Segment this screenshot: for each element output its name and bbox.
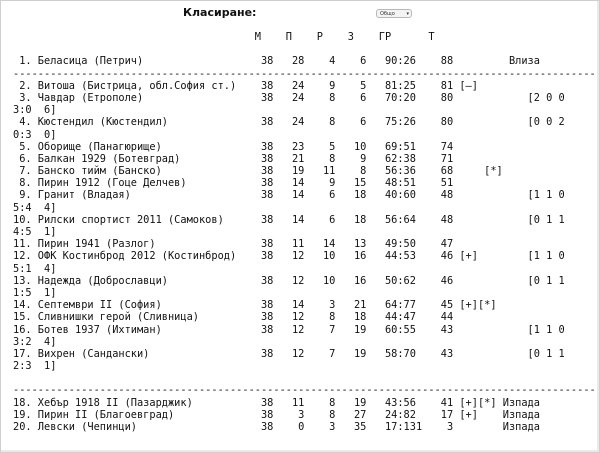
table-row: 6. Балкан 1929 (Ботевград) 38 21 8 9 62:38 71 bbox=[13, 152, 454, 165]
table-row: 16. Ботев 1937 (Ихтиман) 38 12 7 19 60:55 43 [1 1 0 bbox=[13, 323, 565, 336]
table-row: 4:5 1] bbox=[13, 226, 57, 238]
table-row: 11. Пирин 1941 (Разлог) 38 11 14 13 49:50 47 bbox=[13, 238, 454, 251]
table-row: 4. Кюстендил (Кюстендил) 38 24 8 6 75:26 80 [0 0 2 bbox=[13, 116, 565, 129]
table-row: 1. Беласица (Петрич) 38 28 4 6 90:26 88 Влиза bbox=[13, 55, 540, 68]
table-row: 17. Вихрен (Сандански) 38 12 7 19 58:70 43 [0 1 1 bbox=[13, 347, 565, 360]
table-row bbox=[13, 372, 596, 384]
table-row: 7. Банско тийм (Банско) 38 19 11 8 56:36 68 [*] bbox=[13, 165, 503, 178]
table-row: 5. Оборище (Панагюрище) 38 23 5 10 69:51 74 bbox=[13, 140, 454, 153]
table-row: 5:4 4] bbox=[13, 201, 57, 214]
table-row: 10. Рилски спортист 2011 (Самоков) 38 14 6 18 56:64 48 [0 1 1 bbox=[13, 213, 565, 226]
view-select-value: Общо bbox=[380, 11, 395, 17]
table-row: 3. Чавдар (Етрополе) 38 24 8 6 70:20 80 [2 0 0 bbox=[13, 91, 565, 104]
table-row bbox=[13, 43, 596, 55]
table-row: 19. Пирин II (Благоевград) 38 3 8 27 24:82 17 [+] Изпада bbox=[13, 408, 540, 421]
standings-table bbox=[13, 31, 596, 433]
table-row: 0:3 0] bbox=[13, 128, 57, 141]
table-row: 3:0 6] bbox=[13, 104, 57, 117]
table-row: 9. Гранит (Владая) 38 14 6 18 40:60 48 [1 1 0 bbox=[13, 189, 565, 202]
view-select[interactable] bbox=[376, 9, 412, 18]
table-row: 14. Септември II (София) 38 14 3 21 64:77 45 [+][*] bbox=[13, 299, 497, 312]
standings-title: Класиране: bbox=[183, 6, 257, 19]
table-divider: ---------------------------------------------------------------------------------------------- bbox=[13, 67, 596, 80]
table-row: 2:3 1] bbox=[13, 360, 57, 373]
table-row: 15. Сливнишки герой (Сливница) 38 12 8 18 44:47 44 bbox=[13, 311, 454, 324]
table-row: 8. Пирин 1912 (Гоце Делчев) 38 14 9 15 48:51 51 bbox=[13, 177, 454, 190]
table-row: 13. Надежда (Доброславци) 38 12 10 16 50:62 46 [0 1 1 bbox=[13, 274, 565, 287]
table-row: 1:5 1] bbox=[13, 286, 57, 299]
table-row: 20. Левски (Чепинци) 38 0 3 35 17:131 3 Изпада bbox=[13, 421, 540, 433]
chevron-down-icon: ▾ bbox=[406, 11, 409, 17]
table-divider: ---------------------------------------------------------------------------------------------- bbox=[13, 384, 596, 397]
table-row: 5:1 4] bbox=[13, 262, 57, 275]
table-row: 3:2 4] bbox=[13, 335, 57, 348]
table-row: 18. Хебър 1918 II (Пазарджик) 38 11 8 19 43:56 41 [+][*] Изпада bbox=[13, 396, 540, 409]
table-header: М П Р З ГР Т bbox=[13, 31, 435, 43]
table-row: 2. Витоша (Бистрица, обл.София ст.) 38 24 9 5 81:25 81 [–] bbox=[13, 79, 478, 92]
table-row: 12. ОФК Костинброд 2012 (Костинброд) 38 12 10 16 44:53 46 [+] [1 1 0 bbox=[13, 250, 565, 263]
